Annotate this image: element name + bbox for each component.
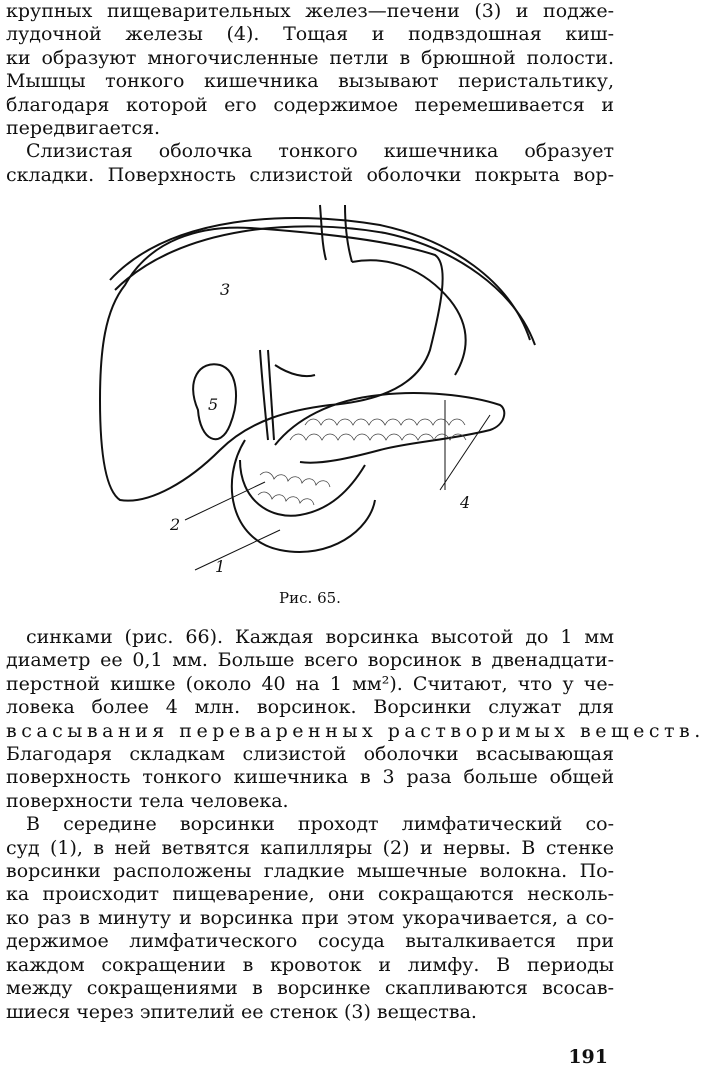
- text-line: держимое лимфатического сосуда выталкивается при: [6, 930, 614, 953]
- figure-label: 5: [208, 395, 219, 414]
- figure-label: 1: [215, 557, 226, 576]
- figure-label: 2: [170, 515, 181, 534]
- liver-outline: [100, 228, 443, 501]
- text-top: [6, 0, 614, 187]
- text-bottom: [6, 626, 705, 1024]
- esophagus: [320, 205, 326, 260]
- text-line: ворсинки расположены гладкие мышечные волокна. По-: [6, 860, 614, 883]
- text-line: каждом сокращении в кровоток и лимфу. В периоды: [6, 953, 614, 976]
- text-line: ка происходит пищеварение, они сокращаются несколь-: [6, 883, 614, 906]
- text-line: перстной кишке (около 40 на 1 мм²). Считают, что у че-: [6, 672, 614, 695]
- pointer-line: [185, 482, 265, 520]
- text-line: Слизистая оболочка тонкого кишечника образует: [26, 140, 614, 163]
- diaphragm-line: [110, 218, 530, 340]
- page-number: 191: [568, 1046, 608, 1068]
- text-line: В середине ворсинки проходт лимфатический со-: [26, 813, 614, 836]
- text-line: крупных пищеварительных желез—печени (3) и подже-: [6, 0, 614, 22]
- text-line: Мышцы тонкого кишечника вызывают перистальтику,: [6, 70, 614, 93]
- text-line: передвигается.: [6, 117, 161, 140]
- text-line: между сокращениями в ворсинке скапливаются всосав-: [6, 977, 614, 1000]
- text-line: всасывания переваренных растворимых веществ.: [6, 719, 705, 742]
- pancreas-outline: [275, 393, 504, 463]
- text-line: ки образуют многочисленные петли в брюшной полости.: [6, 46, 614, 69]
- figure-caption: Рис. 65.: [279, 589, 341, 607]
- text-line: складки. Поверхность слизистой оболочки покрыта вор-: [6, 163, 614, 186]
- text-line: Благодаря складкам слизистой оболочки всасывающая: [6, 743, 614, 766]
- stomach-outline: [352, 260, 466, 375]
- bile-duct: [260, 350, 268, 440]
- text-line: суд (1), в ней ветвятся капилляры (2) и нервы. В стенке: [6, 836, 614, 859]
- anatomy-figure: [90, 200, 560, 575]
- text-line: ко раз в минуту и ворсинка при этом укорачивается, а со-: [6, 906, 614, 929]
- text-line: диаметр ее 0,1 мм. Больше всего ворсинок в двенадцати-: [6, 649, 614, 672]
- text-line: шиеся через эпителий ее стенок (3) вещества.: [6, 1000, 477, 1023]
- duodenum: [240, 460, 365, 516]
- text-line: благодаря которой его содержимое перемешивается и: [6, 93, 614, 116]
- figure-label: 3: [220, 280, 231, 299]
- text-line: синками (рис. 66). Каждая ворсинка высотой до 1 мм: [26, 626, 614, 648]
- figure-label: 4: [460, 493, 471, 512]
- text-line: поверхность тонкого кишечника в 3 раза больше общей: [6, 766, 614, 789]
- text-line: ловека более 4 млн. ворсинок. Ворсинки служат для: [6, 696, 614, 719]
- text-line: поверхности тела человека.: [6, 789, 289, 812]
- text-line: лудочной железы (4). Тощая и подвздошная киш-: [6, 23, 614, 46]
